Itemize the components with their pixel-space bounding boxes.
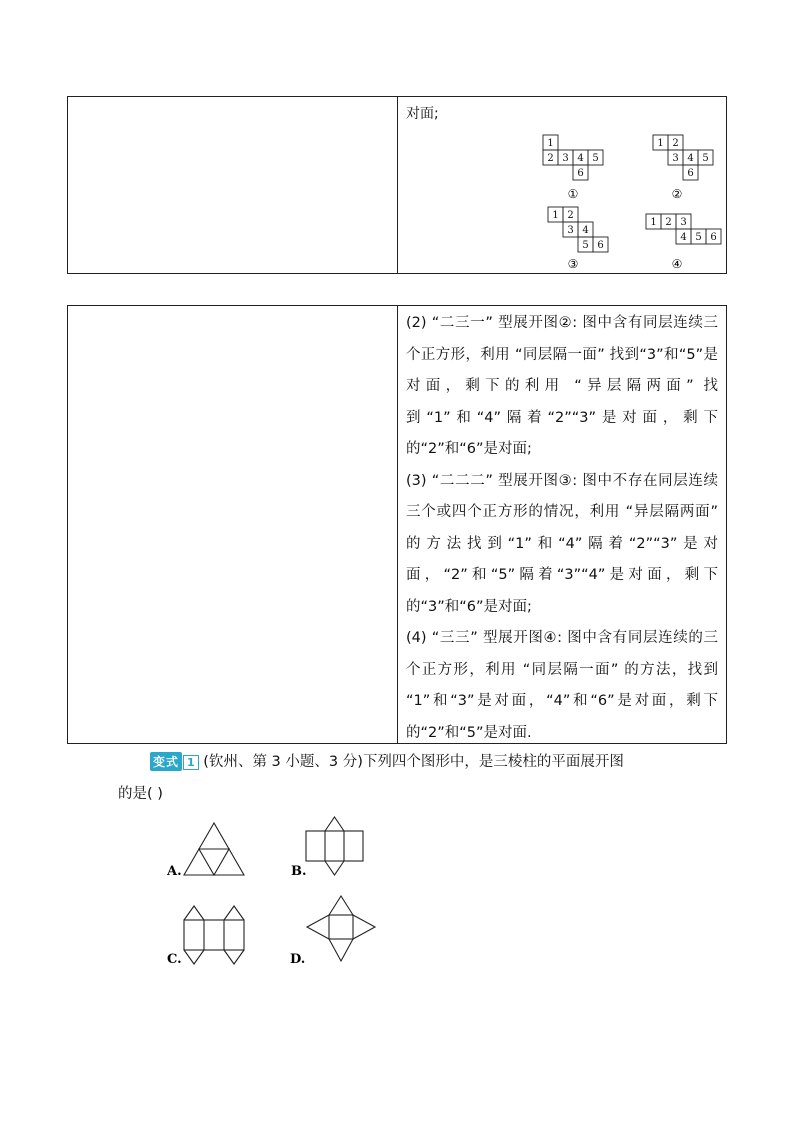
net-cell-label: 5 bbox=[582, 240, 589, 251]
net-cell-label: 1 bbox=[547, 138, 554, 149]
net-cell-label: 6 bbox=[710, 232, 717, 243]
net-cell-label: 6 bbox=[577, 168, 584, 179]
paragraph-type-33: (4) “三三” 型展开图④: 图中含有同层连续的三个正方形，利用 “同层隔一面” 的方法，找到 “1”和“3”是对面，“4”和“6”是对面，剩下的“2”和“5”是对面. bbox=[406, 630, 718, 741]
net-3 bbox=[548, 207, 608, 252]
column-divider bbox=[397, 306, 398, 743]
option-b-shape bbox=[306, 817, 363, 875]
net-cell-label: 2 bbox=[665, 217, 672, 228]
caption-3: ③ bbox=[567, 257, 579, 271]
option-a-label: A. bbox=[167, 864, 182, 879]
option-b-label: B. bbox=[291, 864, 307, 879]
net-cell-label: 1 bbox=[552, 210, 559, 221]
continued-text: 对面; bbox=[406, 106, 439, 122]
solution-table-top bbox=[67, 96, 727, 274]
net-4 bbox=[646, 214, 721, 244]
option-c-label: C. bbox=[167, 952, 182, 967]
net-1 bbox=[543, 135, 603, 180]
question-line-2: 的是( ) bbox=[118, 786, 163, 802]
net-cell-label: 4 bbox=[687, 153, 694, 164]
net-cell-label: 6 bbox=[597, 240, 604, 251]
net-cell-label: 4 bbox=[680, 232, 687, 243]
net-cell-label: 3 bbox=[672, 153, 679, 164]
net-cell-label: 1 bbox=[650, 217, 657, 228]
caption-2: ② bbox=[671, 187, 683, 201]
net-cell-label: 6 bbox=[687, 168, 694, 179]
net-cell-label: 5 bbox=[702, 153, 709, 164]
right-cell bbox=[406, 308, 718, 749]
question-stem: (钦州、第 3 小题、3 分)下列四个图形中，是三棱柱的平面展开图 bbox=[203, 754, 624, 770]
net-cell-label: 3 bbox=[567, 225, 574, 236]
option-d-shape bbox=[307, 896, 375, 961]
cube-nets-figure bbox=[406, 97, 726, 275]
net-cell-label: 2 bbox=[672, 138, 679, 149]
net-cell-label: 4 bbox=[582, 225, 589, 236]
net-2 bbox=[653, 135, 713, 180]
net-cell-label: 5 bbox=[592, 153, 599, 164]
net-cell-label: 2 bbox=[547, 153, 554, 164]
paragraph-type-231: (2) “二三一” 型展开图②: 图中含有同层连续三个正方形，利用 “同层隔一面” 找到“3”和“5”是对面，剩下的利用 “异层隔两面” 找到“1”和“4”隔着“2”“3”是对面，剩下的“2”和“6”是对面; bbox=[406, 315, 718, 457]
option-d-label: D. bbox=[290, 952, 306, 967]
net-cell-label: 4 bbox=[577, 153, 584, 164]
net-cell-label: 5 bbox=[695, 232, 702, 243]
option-c-shape bbox=[184, 906, 244, 964]
net-cell-label: 1 bbox=[657, 138, 664, 149]
solution-table-bottom bbox=[67, 305, 727, 744]
caption-1: ① bbox=[567, 187, 579, 201]
variant-badge-number: 1 bbox=[183, 755, 199, 770]
net-cell-label: 3 bbox=[562, 153, 569, 164]
caption-4: ④ bbox=[671, 257, 683, 271]
variant-badge: 变式 bbox=[150, 752, 182, 771]
net-cell-label: 3 bbox=[680, 217, 687, 228]
net-cell-label: 2 bbox=[567, 210, 574, 221]
column-divider bbox=[397, 97, 398, 273]
options-figure bbox=[0, 745, 794, 985]
option-a-shape bbox=[184, 823, 244, 875]
paragraph-type-222: (3) “二二二” 型展开图③: 图中不存在同层连续三个或四个正方形的情况，利用 “异层隔两面” 的方法找到“1”和“4”隔着“2”“3”是对面，“2”和“5”隔着“3”“4”是对面，剩下的“3”和“6”是对面; bbox=[406, 472, 718, 615]
